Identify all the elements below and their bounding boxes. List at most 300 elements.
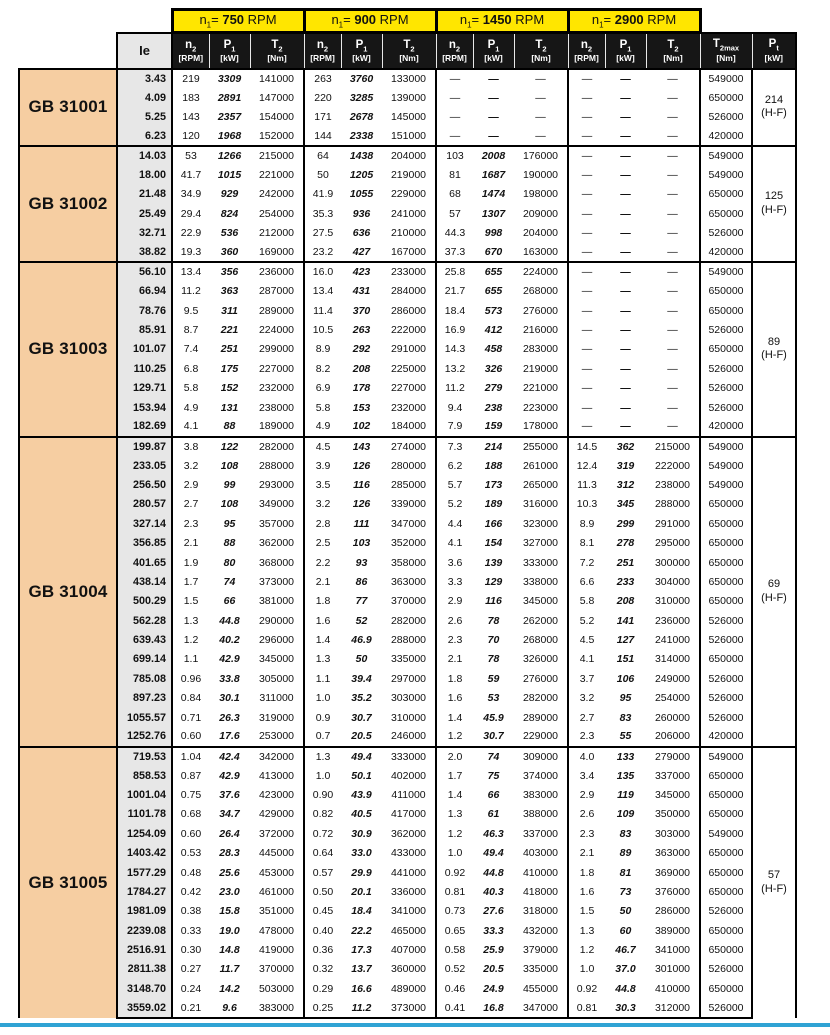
p1-cell: 60 — [619, 924, 632, 937]
n2-cell: 2.6 — [436, 611, 473, 630]
table-row — [19, 359, 796, 378]
p1-cell: 44.8 — [219, 614, 240, 627]
p1-cell: 362 — [605, 437, 646, 456]
p1-cell: — — [620, 188, 631, 201]
n2-cell: 0.96 — [172, 669, 209, 688]
p1-cell: 326 — [484, 362, 503, 375]
n2-cell: 0.60 — [172, 824, 209, 843]
n2-cell: 2.1 — [304, 572, 341, 591]
t2-cell: 336000 — [390, 885, 427, 898]
n2-cell: 120 — [172, 127, 209, 146]
table-row — [19, 882, 796, 901]
n2-cell: 1.4 — [436, 785, 473, 804]
t2-cell: 316000 — [522, 498, 559, 511]
n2-cell: 13.4 — [304, 282, 341, 301]
p1-cell: 42.4 — [209, 747, 250, 766]
n2-cell: 2.1 — [172, 534, 209, 553]
p1-cell: 88 — [223, 420, 236, 433]
t2-cell: 227000 — [390, 382, 427, 395]
t2-cell: 305000 — [258, 672, 295, 685]
n2-cell: 16.9 — [436, 320, 473, 339]
p1-cell: 154 — [484, 537, 503, 550]
t2-cell: 383000 — [522, 789, 559, 802]
pt-cell — [752, 69, 796, 147]
t2-cell: 283000 — [522, 343, 559, 356]
p1-cell: 46.7 — [615, 944, 636, 957]
p1-cell: 102 — [352, 420, 371, 433]
t2max-cell: 549000 — [700, 262, 752, 281]
n2-cell: — — [436, 107, 473, 126]
p1-column-header: $P_1$ [kW] — [473, 33, 514, 69]
ie-cell: 32.71 — [117, 224, 172, 243]
n2-column-header: $n_2$ [RPM] — [436, 33, 473, 69]
n2-cell: — — [568, 185, 605, 204]
n2-cell: 0.87 — [172, 766, 209, 785]
ie-column-header: Ie — [117, 33, 172, 69]
n2-cell: 0.30 — [172, 940, 209, 959]
t2-cell: 246000 — [390, 730, 427, 743]
n2-cell: 2.9 — [436, 592, 473, 611]
t2-cell: 339000 — [390, 498, 427, 511]
table-row — [19, 553, 796, 572]
table-row — [19, 611, 796, 630]
n2-cell: 16.0 — [304, 262, 341, 281]
n2-cell: 0.68 — [172, 805, 209, 824]
p1-cell: 427 — [352, 246, 371, 259]
table-row — [19, 204, 796, 223]
t2-cell: 215000 — [250, 146, 304, 165]
ie-cell: 327.14 — [117, 514, 172, 533]
pt-note: (H-F) — [761, 204, 787, 217]
n2-cell: 53 — [172, 146, 209, 165]
t2-cell: 345000 — [522, 595, 559, 608]
t2-cell: 222000 — [390, 324, 427, 337]
n2-cell: — — [568, 340, 605, 359]
n2-cell: 0.73 — [436, 902, 473, 921]
t2max-cell: 650000 — [700, 572, 752, 591]
t2-cell: 241000 — [654, 634, 691, 647]
group-column-blank-header — [19, 33, 117, 69]
n2-cell: 2.7 — [172, 495, 209, 514]
p1-cell: 356 — [209, 262, 250, 281]
t2-cell: 276000 — [522, 304, 559, 317]
table-row — [19, 340, 796, 359]
p1-cell: 103 — [352, 537, 371, 550]
t2-cell: 268000 — [522, 285, 559, 298]
t2-cell: 413000 — [258, 769, 295, 782]
p1-cell: 2891 — [217, 91, 242, 104]
t2-cell: 154000 — [258, 110, 295, 123]
t2-cell: — — [646, 146, 700, 165]
t2-cell: 432000 — [522, 924, 559, 937]
p1-cell: 42.9 — [219, 769, 240, 782]
t2-cell: 133000 — [382, 69, 436, 88]
ie-cell: 1784.27 — [117, 882, 172, 901]
p1-cell: — — [605, 262, 646, 281]
t2-cell: 255000 — [514, 437, 568, 456]
t2-cell: — — [646, 262, 700, 281]
p1-cell: 53 — [487, 692, 500, 705]
t2-cell: — — [535, 110, 546, 123]
p1-cell: 233 — [616, 575, 635, 588]
table-row — [19, 572, 796, 591]
p1-cell: 11.7 — [219, 963, 240, 976]
p1-cell: 423 — [341, 262, 382, 281]
t2-cell: 222000 — [654, 459, 691, 472]
n2-cell: 5.8 — [172, 379, 209, 398]
t2-cell: 455000 — [522, 982, 559, 995]
t2-cell: 363000 — [390, 575, 427, 588]
n2-cell: 0.25 — [304, 999, 341, 1018]
p1-cell: — — [620, 382, 631, 395]
t2-cell: 291000 — [654, 517, 691, 530]
n2-cell: 0.38 — [172, 902, 209, 921]
n2-cell: — — [568, 262, 605, 281]
n2-cell: 1.1 — [304, 669, 341, 688]
ie-cell: 2239.08 — [117, 921, 172, 940]
ie-cell: 199.87 — [117, 437, 172, 456]
n2-cell: 7.2 — [568, 553, 605, 572]
pt-column-header: $P_t$ [kW] — [752, 33, 796, 69]
n2-cell: — — [568, 301, 605, 320]
n2-cell: 1.6 — [436, 689, 473, 708]
table-row — [19, 475, 796, 494]
p1-cell: 292 — [352, 343, 371, 356]
t2-cell: 224000 — [258, 324, 295, 337]
p1-cell: 34.7 — [219, 808, 240, 821]
p1-cell: 73 — [619, 885, 632, 898]
n2-cell: 0.90 — [304, 785, 341, 804]
p1-cell: 28.3 — [219, 847, 240, 860]
n2-cell: 3.2 — [304, 495, 341, 514]
t2-cell: 176000 — [514, 146, 568, 165]
t2-column-header: $T_2$ [Nm] — [382, 33, 436, 69]
p1-cell: 139 — [484, 556, 503, 569]
t2-cell: 327000 — [522, 537, 559, 550]
table-row — [19, 689, 796, 708]
n2-cell: 7.4 — [172, 340, 209, 359]
p1-cell: 1307 — [481, 207, 506, 220]
ie-cell: 356.85 — [117, 534, 172, 553]
t2max-cell: 650000 — [700, 844, 752, 863]
p1-cell: — — [620, 362, 631, 375]
t2-cell: 169000 — [258, 246, 295, 259]
t2-cell: 465000 — [390, 924, 427, 937]
t2-cell: 297000 — [390, 672, 427, 685]
n2-cell: 10.3 — [568, 495, 605, 514]
n2-cell: 1.6 — [304, 611, 341, 630]
p1-cell: 25.6 — [219, 866, 240, 879]
t2max-cell: 650000 — [700, 766, 752, 785]
table-row — [19, 514, 796, 533]
ie-cell: 3.43 — [117, 69, 172, 88]
n2-cell: — — [568, 146, 605, 165]
n2-cell: — — [568, 398, 605, 417]
p1-cell: 636 — [352, 227, 371, 240]
n2-cell: 41.9 — [304, 185, 341, 204]
p1-cell: 1474 — [481, 188, 506, 201]
t2-cell: 209000 — [522, 207, 559, 220]
n2-cell: 27.5 — [304, 224, 341, 243]
ie-cell: 3148.70 — [117, 979, 172, 998]
n2-cell: 6.2 — [436, 456, 473, 475]
n2-cell: 14.5 — [568, 437, 605, 456]
t2-cell: 232000 — [258, 382, 295, 395]
n2-cell: 1.9 — [172, 553, 209, 572]
t2-cell: 362000 — [390, 827, 427, 840]
t2-cell: 433000 — [390, 847, 427, 860]
t2-cell: 276000 — [522, 672, 559, 685]
n2-cell: 4.0 — [568, 747, 605, 766]
n2-cell: 41.7 — [172, 165, 209, 184]
p1-cell: — — [473, 69, 514, 88]
p1-cell: — — [620, 285, 631, 298]
t2-column-header: $T_2$ [Nm] — [250, 33, 304, 69]
t2-cell: 303000 — [654, 827, 691, 840]
n2-cell: 35.3 — [304, 204, 341, 223]
p1-cell: — — [605, 69, 646, 88]
p1-cell: 166 — [484, 517, 503, 530]
n2-cell: 0.57 — [304, 863, 341, 882]
n2-cell: 8.2 — [304, 359, 341, 378]
t2max-cell: 526000 — [700, 960, 752, 979]
ie-cell: 38.82 — [117, 243, 172, 262]
group-label-gb-31001 — [19, 69, 117, 147]
ie-cell: 1101.78 — [117, 805, 172, 824]
p1-cell: 37.0 — [615, 963, 636, 976]
n2-cell: 0.81 — [436, 882, 473, 901]
p1-cell: 998 — [484, 227, 503, 240]
p1-cell: 108 — [220, 498, 239, 511]
p1-cell: 37.6 — [219, 789, 240, 802]
speed-header-750rpm: $n_1= 750$ RPM — [172, 10, 304, 33]
n2-cell: 3.2 — [568, 689, 605, 708]
t2-cell: 147000 — [258, 91, 295, 104]
p1-column-header: $P_1$ [kW] — [341, 33, 382, 69]
t2-cell: — — [535, 91, 546, 104]
n2-cell: 3.6 — [436, 553, 473, 572]
t2max-column-header: $T_{2max}$ [Nm] — [700, 33, 752, 69]
p1-cell: 40.2 — [219, 634, 240, 647]
t2-cell: 215000 — [646, 437, 700, 456]
p1-cell: 208 — [352, 362, 371, 375]
t2-cell: 441000 — [390, 866, 427, 879]
n1-symbol: n — [331, 12, 339, 28]
t2-cell: 262000 — [522, 614, 559, 627]
n2-cell: 5.2 — [568, 611, 605, 630]
p1-cell: 135 — [616, 769, 635, 782]
t2-cell: 337000 — [522, 827, 559, 840]
pt-note: (H-F) — [761, 591, 787, 604]
n2-cell: 0.46 — [436, 979, 473, 998]
t2-cell: 236000 — [250, 262, 304, 281]
t2max-cell: 650000 — [700, 204, 752, 223]
corner-blank — [19, 10, 172, 33]
n2-cell: 4.1 — [172, 417, 209, 436]
p1-column-header: $P_1$ [kW] — [605, 33, 646, 69]
n2-cell: 0.72 — [304, 824, 341, 843]
table-row — [19, 224, 796, 243]
n2-cell: 11.2 — [436, 379, 473, 398]
p1-cell: 20.5 — [483, 963, 504, 976]
p1-cell: — — [620, 169, 631, 182]
ie-cell: 1252.76 — [117, 727, 172, 746]
n2-cell: 0.92 — [568, 979, 605, 998]
t2-cell: 407000 — [390, 944, 427, 957]
p1-cell: — — [620, 227, 631, 240]
p1-cell: 127 — [616, 634, 635, 647]
n2-cell: 0.32 — [304, 960, 341, 979]
n2-cell: 2.9 — [568, 785, 605, 804]
t2max-cell: 650000 — [700, 882, 752, 901]
n2-cell: — — [568, 204, 605, 223]
p1-cell: — — [488, 110, 499, 123]
n1-symbol: n — [199, 12, 207, 28]
t2-cell: 163000 — [522, 246, 559, 259]
t2-cell: 265000 — [522, 479, 559, 492]
group-label-gb-31003 — [19, 262, 117, 436]
p1-cell: 59 — [487, 672, 500, 685]
p1-cell: 189 — [484, 498, 503, 511]
p1-cell: 360 — [220, 246, 239, 259]
n2-cell: 8.9 — [568, 514, 605, 533]
table-row — [19, 863, 796, 882]
p1-cell: 35.2 — [351, 692, 372, 705]
ie-cell: 785.08 — [117, 669, 172, 688]
p1-cell: 175 — [220, 362, 239, 375]
p1-cell: 25.9 — [483, 944, 504, 957]
t2max-cell: 650000 — [700, 805, 752, 824]
t2-cell: 204000 — [382, 146, 436, 165]
p1-cell: 33.0 — [351, 847, 372, 860]
ie-cell: 438.14 — [117, 572, 172, 591]
table-row — [19, 165, 796, 184]
pt-note: (H-F) — [761, 349, 787, 362]
p1-cell: 106 — [616, 672, 635, 685]
p1-cell: 20.5 — [351, 730, 372, 743]
pt-note: (H-F) — [761, 107, 787, 120]
n2-cell: 219 — [172, 69, 209, 88]
table-row — [19, 669, 796, 688]
n2-cell: 220 — [304, 88, 341, 107]
p1-cell: 74 — [223, 575, 236, 588]
p1-cell: 573 — [484, 304, 503, 317]
n2-cell: 2.1 — [568, 844, 605, 863]
table-row — [19, 495, 796, 514]
t2-cell: 323000 — [522, 517, 559, 530]
t2-cell: 280000 — [390, 459, 427, 472]
ie-cell: 25.49 — [117, 204, 172, 223]
t2-cell: 310000 — [390, 711, 427, 724]
p1-cell: 670 — [484, 246, 503, 259]
t2-cell: 301000 — [654, 963, 691, 976]
t2max-cell: 526000 — [700, 708, 752, 727]
t2max-cell: 420000 — [700, 417, 752, 436]
n2-cell: 1.4 — [436, 708, 473, 727]
t2-cell: — — [667, 207, 678, 220]
p1-cell: 33.3 — [483, 924, 504, 937]
t2-cell: 333000 — [382, 747, 436, 766]
t2-cell: — — [514, 69, 568, 88]
n2-cell: 3.9 — [304, 456, 341, 475]
n2-cell: 0.58 — [436, 940, 473, 959]
t2-cell: 219000 — [390, 169, 427, 182]
p1-cell: 129 — [484, 575, 503, 588]
n2-cell: 9.4 — [436, 398, 473, 417]
t2-cell: 342000 — [250, 747, 304, 766]
t2-cell: 221000 — [258, 169, 295, 182]
p1-cell: — — [620, 91, 631, 104]
p1-cell: 15.8 — [219, 905, 240, 918]
speed-header-1450rpm: $n_1= 1450$ RPM — [436, 10, 568, 33]
p1-cell: 86 — [355, 575, 368, 588]
p1-cell: — — [620, 304, 631, 317]
t2-cell: 335000 — [390, 653, 427, 666]
n2-cell: 183 — [172, 88, 209, 107]
t2-cell: 238000 — [258, 401, 295, 414]
t2-cell: 293000 — [258, 479, 295, 492]
t2-cell: 503000 — [258, 982, 295, 995]
column-header-row — [19, 33, 796, 69]
n2-cell: — — [436, 69, 473, 88]
n2-cell: — — [568, 320, 605, 339]
t2-cell: 279000 — [646, 747, 700, 766]
table-row — [19, 766, 796, 785]
table-row — [19, 88, 796, 107]
t2-cell: — — [667, 188, 678, 201]
t2-cell: 341000 — [654, 944, 691, 957]
n2-cell: 0.64 — [304, 844, 341, 863]
t2-cell: 284000 — [390, 285, 427, 298]
n2-column-header: $n_2$ [RPM] — [304, 33, 341, 69]
n2-cell: 2.3 — [172, 514, 209, 533]
p1-cell: 1015 — [217, 169, 242, 182]
n2-cell: 2.0 — [436, 747, 473, 766]
t2-cell: 210000 — [390, 227, 427, 240]
t2-cell: 310000 — [654, 595, 691, 608]
page-bottom-rule — [0, 1023, 830, 1027]
t2-cell: 338000 — [522, 575, 559, 588]
t2-cell: 285000 — [390, 479, 427, 492]
p1-cell: 116 — [485, 595, 502, 608]
t2-cell: — — [667, 91, 678, 104]
n2-cell: 0.40 — [304, 921, 341, 940]
n2-cell: 1.04 — [172, 747, 209, 766]
n2-cell: 1.5 — [568, 902, 605, 921]
p1-cell: 30.3 — [605, 999, 646, 1018]
n2-cell: 4.5 — [304, 437, 341, 456]
p1-cell: 141 — [616, 614, 635, 627]
p1-cell: — — [620, 207, 631, 220]
t2max-cell: 650000 — [700, 785, 752, 804]
t2-cell: 411000 — [391, 789, 426, 802]
t2-cell: 341000 — [390, 905, 427, 918]
n2-cell: 29.4 — [172, 204, 209, 223]
p1-cell: 1687 — [481, 169, 506, 182]
t2-cell: 167000 — [390, 246, 427, 259]
t2-cell: — — [667, 382, 678, 395]
t2-cell: 261000 — [522, 459, 559, 472]
p1-cell: 251 — [220, 343, 239, 356]
t2-cell: 184000 — [390, 420, 427, 433]
n2-cell: 81 — [436, 165, 473, 184]
n2-cell: 0.45 — [304, 902, 341, 921]
t2max-cell: 650000 — [700, 979, 752, 998]
t2-cell: 290000 — [258, 614, 295, 627]
t2-cell: 253000 — [258, 730, 295, 743]
p1-cell: 263 — [352, 324, 371, 337]
n2-cell: 143 — [172, 107, 209, 126]
